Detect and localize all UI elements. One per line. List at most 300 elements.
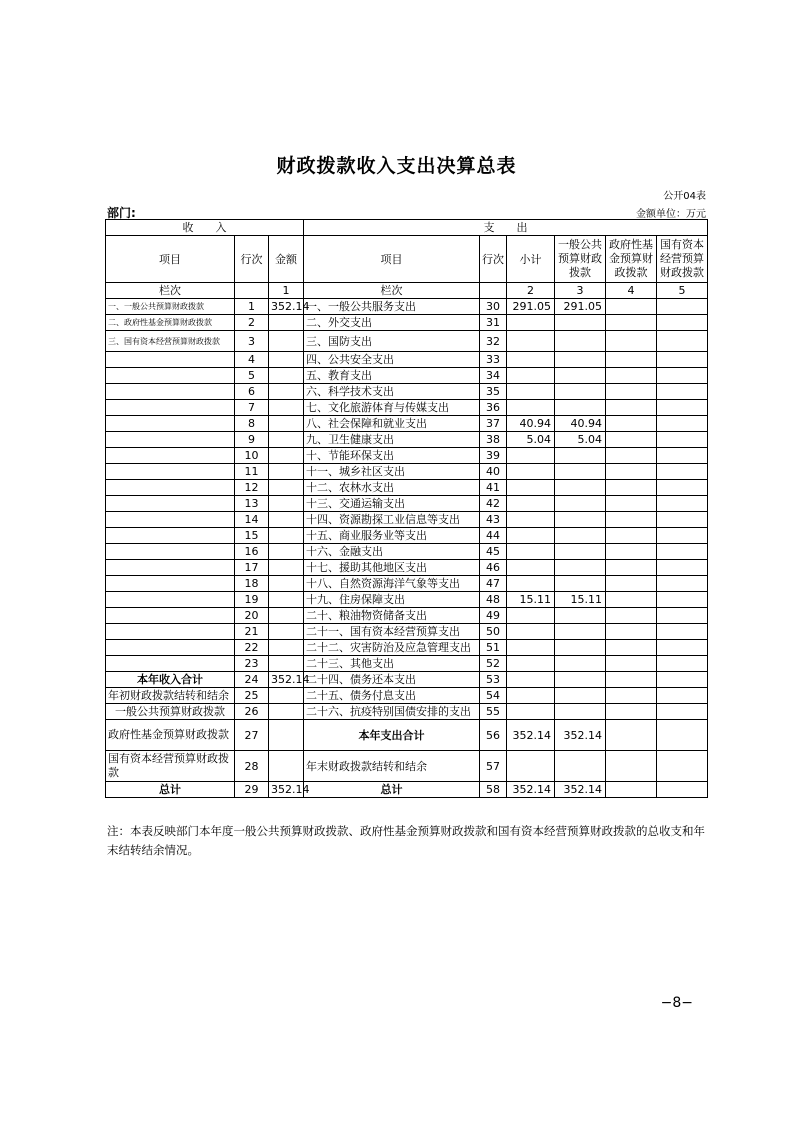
table-row: [106, 352, 708, 368]
income-item: [106, 496, 235, 512]
subtotal-value: 40.94: [507, 416, 555, 432]
general-budget-value: [555, 560, 606, 576]
subtotal-value: [507, 384, 555, 400]
income-item: [106, 464, 235, 480]
income-line-no: 20: [235, 608, 269, 624]
expense-line-no: 47: [480, 576, 507, 592]
general-budget-value: 352.14: [555, 720, 606, 751]
income-amount: [269, 528, 304, 544]
expense-item: 二十一、国有资本经营预算支出: [304, 624, 480, 640]
expense-item: 二十四、债务还本支出: [304, 672, 480, 688]
gov-fund-value: [606, 448, 657, 464]
subtotal-value: [507, 608, 555, 624]
state-capital-value: [657, 331, 708, 352]
general-budget-value: [555, 384, 606, 400]
income-amount: [269, 368, 304, 384]
income-item: 二、政府性基金预算财政拨款: [106, 315, 235, 331]
expense-item: 十一、城乡社区支出: [304, 464, 480, 480]
table-row: [106, 782, 708, 798]
subtotal-value: [507, 464, 555, 480]
general-budget-value: [555, 640, 606, 656]
income-amount: [269, 315, 304, 331]
subtotal-value: [507, 704, 555, 720]
expense-line-no: 46: [480, 560, 507, 576]
table-row: [106, 672, 708, 688]
expense-line-header: 行次: [480, 236, 507, 283]
state-capital-value: [657, 416, 708, 432]
state-capital-value: [657, 400, 708, 416]
table-row: [106, 592, 708, 608]
income-amount: [269, 480, 304, 496]
gov-fund-value: [606, 432, 657, 448]
income-item: [106, 592, 235, 608]
expense-item: 九、卫生健康支出: [304, 432, 480, 448]
income-amount: [269, 384, 304, 400]
column-1: 1: [269, 283, 304, 299]
column-label: 栏次: [106, 283, 235, 299]
income-item: 政府性基金预算财政拨款: [106, 720, 235, 751]
income-line-no: 7: [235, 400, 269, 416]
state-capital-header: 国有资本经营预算财政拨款: [657, 236, 708, 283]
gov-fund-value: [606, 400, 657, 416]
income-line-no: 24: [235, 672, 269, 688]
table-row: [106, 299, 708, 315]
expense-item: 二十五、债务付息支出: [304, 688, 480, 704]
state-capital-value: [657, 432, 708, 448]
income-line-no: 6: [235, 384, 269, 400]
income-item: [106, 640, 235, 656]
gov-fund-value: [606, 368, 657, 384]
income-amount: [269, 512, 304, 528]
form-number: 公开04表: [663, 191, 706, 202]
income-item: [106, 384, 235, 400]
state-capital-value: [657, 480, 708, 496]
expense-item-header: 项目: [304, 236, 480, 283]
subtotal-value: [507, 624, 555, 640]
department-label: 部门:: [107, 206, 136, 220]
state-capital-value: [657, 512, 708, 528]
header-row-1: [106, 220, 708, 236]
income-amount: [269, 352, 304, 368]
state-capital-value: [657, 782, 708, 798]
expense-item: 五、教育支出: [304, 368, 480, 384]
income-item: [106, 352, 235, 368]
table-note: 注：本表反映部门本年度一般公共预算财政拨款、政府性基金预算财政拨款和国有资本经营预算财政拨款的总收支和年末结转结余情况。: [107, 824, 705, 857]
table-row: [106, 704, 708, 720]
table-row: [106, 688, 708, 704]
general-budget-value: [555, 448, 606, 464]
income-line-no: 22: [235, 640, 269, 656]
table-row: [106, 315, 708, 331]
gov-fund-value: [606, 352, 657, 368]
subtotal-value: [507, 315, 555, 331]
general-budget-header: 一般公共预算财政拨款: [555, 236, 606, 283]
subtotal-value: 352.14: [507, 720, 555, 751]
gov-fund-value: [606, 751, 657, 782]
table-row: [106, 656, 708, 672]
general-budget-value: 352.14: [555, 782, 606, 798]
table-row: [106, 720, 708, 751]
income-item: [106, 528, 235, 544]
income-line-no: 14: [235, 512, 269, 528]
expense-line-no: 40: [480, 464, 507, 480]
subtotal-value: [507, 576, 555, 592]
expense-line-no: 43: [480, 512, 507, 528]
subtotal-value: [507, 331, 555, 352]
unit-label: 金额单位：万元: [636, 209, 706, 220]
expense-line-no: 44: [480, 528, 507, 544]
income-item: [106, 400, 235, 416]
income-amount: [269, 331, 304, 352]
state-capital-value: [657, 608, 708, 624]
subtotal-value: 352.14: [507, 782, 555, 798]
income-amount: [269, 496, 304, 512]
table-row: [106, 480, 708, 496]
general-budget-value: [555, 608, 606, 624]
general-budget-value: [555, 400, 606, 416]
income-line-no: 23: [235, 656, 269, 672]
subtotal-value: 291.05: [507, 299, 555, 315]
column-3: 3: [555, 283, 606, 299]
table-row: [106, 368, 708, 384]
expense-item: 十三、交通运输支出: [304, 496, 480, 512]
expense-item: 七、文化旅游体育与传媒支出: [304, 400, 480, 416]
income-line-no: 13: [235, 496, 269, 512]
table-row: [106, 608, 708, 624]
gov-fund-value: [606, 640, 657, 656]
state-capital-value: [657, 315, 708, 331]
general-budget-value: [555, 480, 606, 496]
income-amount: 352.14: [269, 782, 304, 798]
expense-line-no: 31: [480, 315, 507, 331]
income-amount: [269, 624, 304, 640]
column-2: 2: [507, 283, 555, 299]
gov-fund-value: [606, 656, 657, 672]
expense-line-no: 34: [480, 368, 507, 384]
expense-line-no: 39: [480, 448, 507, 464]
state-capital-value: [657, 592, 708, 608]
gov-fund-value: [606, 672, 657, 688]
expense-item: 二、外交支出: [304, 315, 480, 331]
table-row: [106, 751, 708, 782]
general-budget-value: [555, 464, 606, 480]
subtotal-header: 小计: [507, 236, 555, 283]
state-capital-value: [657, 496, 708, 512]
column-4: 4: [606, 283, 657, 299]
header-row-2: [106, 236, 708, 283]
income-amount: [269, 560, 304, 576]
subtotal-value: [507, 448, 555, 464]
expense-line-no: 57: [480, 751, 507, 782]
state-capital-value: [657, 704, 708, 720]
expense-line-no: 52: [480, 656, 507, 672]
subtotal-value: 15.11: [507, 592, 555, 608]
subtotal-value: [507, 656, 555, 672]
subtotal-value: [507, 640, 555, 656]
general-budget-value: [555, 496, 606, 512]
income-line-no: 4: [235, 352, 269, 368]
gov-fund-value: [606, 496, 657, 512]
expense-item: 十、节能环保支出: [304, 448, 480, 464]
column-blank: [235, 283, 269, 299]
expense-item: 二十二、灾害防治及应急管理支出: [304, 640, 480, 656]
expense-item: 十八、自然资源海洋气象等支出: [304, 576, 480, 592]
income-item: [106, 512, 235, 528]
income-header: 收 入: [106, 220, 304, 236]
column-5: 5: [657, 283, 708, 299]
general-budget-value: [555, 315, 606, 331]
state-capital-value: [657, 528, 708, 544]
expense-line-no: 32: [480, 331, 507, 352]
gov-fund-header: 政府性基金预算财政拨款: [606, 236, 657, 283]
income-line-no: 19: [235, 592, 269, 608]
state-capital-value: [657, 656, 708, 672]
general-budget-value: [555, 352, 606, 368]
table-row: [106, 576, 708, 592]
table-row: [106, 624, 708, 640]
expense-line-no: 50: [480, 624, 507, 640]
expense-line-no: 55: [480, 704, 507, 720]
table-row: [106, 448, 708, 464]
column-blank: [480, 283, 507, 299]
gov-fund-value: [606, 464, 657, 480]
income-item: [106, 416, 235, 432]
state-capital-value: [657, 672, 708, 688]
income-amount: 352.14: [269, 299, 304, 315]
expense-item: 二十三、其他支出: [304, 656, 480, 672]
expense-line-no: 48: [480, 592, 507, 608]
table-row: [106, 464, 708, 480]
income-item: [106, 656, 235, 672]
income-item: [106, 608, 235, 624]
income-line-no: 17: [235, 560, 269, 576]
income-amount: [269, 704, 304, 720]
expense-item: 八、社会保障和就业支出: [304, 416, 480, 432]
expense-line-no: 41: [480, 480, 507, 496]
income-amount: [269, 720, 304, 751]
general-budget-value: [555, 512, 606, 528]
income-item: 一、一般公共预算财政拨款: [106, 299, 235, 315]
income-amount: 352.14: [269, 672, 304, 688]
state-capital-value: [657, 560, 708, 576]
state-capital-value: [657, 688, 708, 704]
income-line-no: 18: [235, 576, 269, 592]
income-amount: [269, 576, 304, 592]
page-number: −8−: [660, 995, 693, 1011]
gov-fund-value: [606, 720, 657, 751]
table-row: [106, 432, 708, 448]
general-budget-value: 40.94: [555, 416, 606, 432]
state-capital-value: [657, 576, 708, 592]
income-line-no: 5: [235, 368, 269, 384]
income-line-no: 15: [235, 528, 269, 544]
expense-item: 总计: [304, 782, 480, 798]
subtotal-value: [507, 560, 555, 576]
general-budget-value: [555, 544, 606, 560]
general-budget-value: [555, 528, 606, 544]
gov-fund-value: [606, 512, 657, 528]
general-budget-value: [555, 751, 606, 782]
general-budget-value: [555, 672, 606, 688]
subtotal-value: 5.04: [507, 432, 555, 448]
table-row: [106, 544, 708, 560]
income-item: 一般公共预算财政拨款: [106, 704, 235, 720]
income-amount: [269, 432, 304, 448]
expense-line-no: 54: [480, 688, 507, 704]
gov-fund-value: [606, 592, 657, 608]
gov-fund-value: [606, 782, 657, 798]
gov-fund-value: [606, 528, 657, 544]
income-amount: [269, 464, 304, 480]
expense-line-no: 42: [480, 496, 507, 512]
expense-line-no: 49: [480, 608, 507, 624]
income-line-no: 21: [235, 624, 269, 640]
expense-item: 六、科学技术支出: [304, 384, 480, 400]
income-item: 三、国有资本经营预算财政拨款: [106, 331, 235, 352]
column-number-row: [106, 283, 708, 299]
expense-item: 二十、粮油物资储备支出: [304, 608, 480, 624]
expense-item: 年末财政拨款结转和结余: [304, 751, 480, 782]
expense-line-no: 30: [480, 299, 507, 315]
subtotal-value: [507, 480, 555, 496]
subtotal-value: [507, 368, 555, 384]
expense-line-no: 35: [480, 384, 507, 400]
gov-fund-value: [606, 480, 657, 496]
expense-line-no: 37: [480, 416, 507, 432]
subtotal-value: [507, 544, 555, 560]
income-amount: [269, 592, 304, 608]
general-budget-value: [555, 331, 606, 352]
income-amount: [269, 608, 304, 624]
general-budget-value: [555, 688, 606, 704]
general-budget-value: [555, 704, 606, 720]
state-capital-value: [657, 751, 708, 782]
expense-line-no: 53: [480, 672, 507, 688]
income-item: [106, 432, 235, 448]
expense-item: 十七、援助其他地区支出: [304, 560, 480, 576]
general-budget-value: [555, 624, 606, 640]
income-item: 年初财政拨款结转和结余: [106, 688, 235, 704]
subtotal-value: [507, 688, 555, 704]
expense-line-no: 38: [480, 432, 507, 448]
expense-item: 十二、农林水支出: [304, 480, 480, 496]
table-row: [106, 560, 708, 576]
gov-fund-value: [606, 560, 657, 576]
state-capital-value: [657, 624, 708, 640]
subtotal-value: [507, 512, 555, 528]
income-line-no: 16: [235, 544, 269, 560]
table-row: [106, 331, 708, 352]
subtotal-value: [507, 352, 555, 368]
table-row: [106, 416, 708, 432]
income-amount: [269, 544, 304, 560]
expense-item: 十四、资源勘探工业信息等支出: [304, 512, 480, 528]
income-line-no: 3: [235, 331, 269, 352]
income-amount: [269, 416, 304, 432]
general-budget-value: [555, 368, 606, 384]
expense-line-no: 33: [480, 352, 507, 368]
gov-fund-value: [606, 576, 657, 592]
gov-fund-value: [606, 299, 657, 315]
gov-fund-value: [606, 384, 657, 400]
income-line-no: 27: [235, 720, 269, 751]
state-capital-value: [657, 368, 708, 384]
income-amount-header: 金额: [269, 236, 304, 283]
income-line-no: 2: [235, 315, 269, 331]
expense-line-no: 36: [480, 400, 507, 416]
income-item-header: 项目: [106, 236, 235, 283]
income-line-no: 25: [235, 688, 269, 704]
subtotal-value: [507, 751, 555, 782]
expense-item: 十六、金融支出: [304, 544, 480, 560]
income-item: 本年收入合计: [106, 672, 235, 688]
expense-line-no: 51: [480, 640, 507, 656]
subtotal-value: [507, 496, 555, 512]
income-amount: [269, 640, 304, 656]
gov-fund-value: [606, 624, 657, 640]
income-amount: [269, 688, 304, 704]
table-row: [106, 640, 708, 656]
gov-fund-value: [606, 688, 657, 704]
subtotal-value: [507, 528, 555, 544]
table-row: [106, 400, 708, 416]
fiscal-summary-table: [105, 219, 708, 798]
income-item: 总计: [106, 782, 235, 798]
expense-item: 本年支出合计: [304, 720, 480, 751]
gov-fund-value: [606, 331, 657, 352]
income-item: [106, 448, 235, 464]
income-item: [106, 368, 235, 384]
general-budget-value: 15.11: [555, 592, 606, 608]
expense-item: 三、国防支出: [304, 331, 480, 352]
income-line-no: 8: [235, 416, 269, 432]
expense-item: 十九、住房保障支出: [304, 592, 480, 608]
expense-item: 十五、商业服务业等支出: [304, 528, 480, 544]
income-amount: [269, 448, 304, 464]
state-capital-value: [657, 352, 708, 368]
income-line-no: 10: [235, 448, 269, 464]
income-amount: [269, 400, 304, 416]
state-capital-value: [657, 544, 708, 560]
state-capital-value: [657, 720, 708, 751]
subtotal-value: [507, 400, 555, 416]
income-line-no: 26: [235, 704, 269, 720]
general-budget-value: 291.05: [555, 299, 606, 315]
state-capital-value: [657, 640, 708, 656]
table-row: [106, 496, 708, 512]
gov-fund-value: [606, 315, 657, 331]
expense-header: 支 出: [304, 220, 708, 236]
income-item: 国有资本经营预算财政拨款: [106, 751, 235, 782]
table-row: [106, 384, 708, 400]
expense-line-no: 56: [480, 720, 507, 751]
page-title: 财政拨款收入支出决算总表: [276, 155, 517, 177]
income-item: [106, 576, 235, 592]
income-amount: [269, 656, 304, 672]
general-budget-value: 5.04: [555, 432, 606, 448]
expense-item: 一、一般公共服务支出: [304, 299, 480, 315]
income-amount: [269, 751, 304, 782]
gov-fund-value: [606, 608, 657, 624]
gov-fund-value: [606, 416, 657, 432]
general-budget-value: [555, 576, 606, 592]
expense-item: 二十六、抗疫特别国债安排的支出: [304, 704, 480, 720]
gov-fund-value: [606, 704, 657, 720]
subtotal-value: [507, 672, 555, 688]
expense-line-no: 58: [480, 782, 507, 798]
gov-fund-value: [606, 544, 657, 560]
income-line-no: 12: [235, 480, 269, 496]
